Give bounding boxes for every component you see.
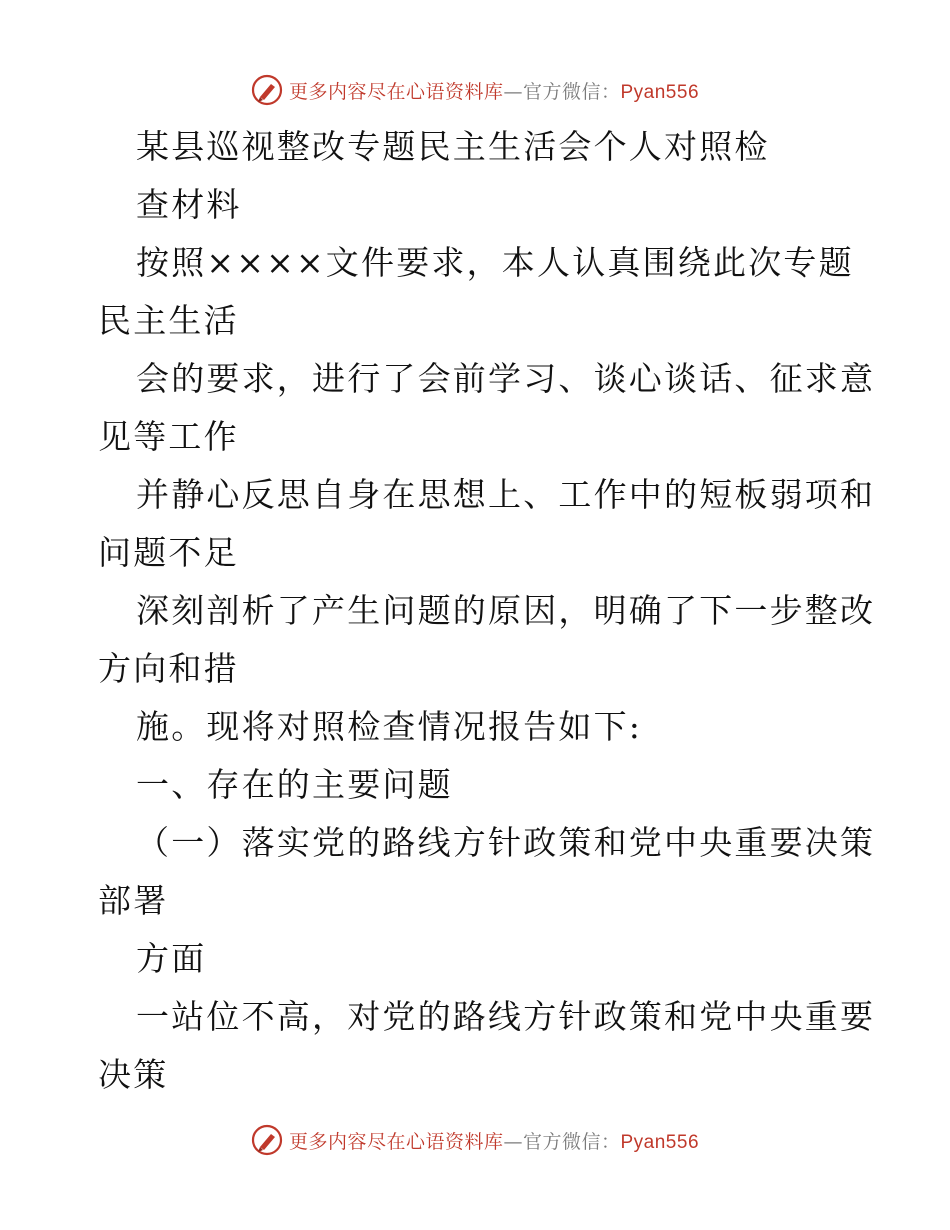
subsection-heading-line: 方面	[136, 939, 207, 978]
doc-title-line-1: 某县巡视整改专题民主生活会个人对照检	[136, 127, 770, 166]
doc-paragraph-line: 见等工作	[98, 417, 239, 456]
doc-paragraph-line: 会的要求，进行了会前学习、谈心谈话、征求意	[136, 359, 876, 398]
doc-paragraph-line: 决策	[98, 1055, 169, 1094]
doc-paragraph-line: 并静心反思自身在思想上、工作中的短板弱项和	[136, 475, 876, 514]
header-banner-dash: —	[503, 80, 523, 103]
subsection-heading-line: （一）落实党的路线方针政策和党中央重要决策	[136, 823, 876, 862]
doc-title-line-2: 查材料	[136, 185, 242, 224]
header-banner	[0, 70, 950, 110]
doc-paragraph-line: 按照××××文件要求，本人认真围绕此次专题	[136, 243, 854, 282]
footer-banner-left: 更多内容尽在心语资料库	[288, 1130, 504, 1153]
header-banner-right: 官方微信：	[522, 80, 621, 103]
section-heading: 一、存在的主要问题	[136, 765, 453, 804]
pen-logo-icon	[251, 1124, 283, 1156]
footer-banner-text	[289, 1127, 699, 1154]
doc-paragraph-line: 问题不足	[98, 533, 239, 572]
footer-banner-right: 官方微信：	[522, 1130, 621, 1153]
header-banner-wechat: Pyan556	[620, 81, 700, 103]
doc-paragraph-line: 民主生活	[98, 301, 239, 340]
footer-banner	[0, 1120, 950, 1160]
footer-banner-wechat: Pyan556	[620, 1131, 700, 1153]
document-body	[98, 118, 876, 1104]
doc-paragraph-line: 一站位不高，对党的路线方针政策和党中央重要	[136, 997, 876, 1036]
doc-paragraph-line: 方向和措	[98, 649, 239, 688]
subsection-heading-line: 部署	[98, 881, 169, 920]
header-banner-text	[289, 77, 699, 104]
doc-paragraph-line: 施。现将对照检查情况报告如下:	[136, 707, 643, 746]
header-banner-left: 更多内容尽在心语资料库	[288, 80, 504, 103]
doc-paragraph-line: 深刻剖析了产生问题的原因，明确了下一步整改	[136, 591, 876, 630]
pen-logo-icon	[251, 74, 283, 106]
footer-banner-dash: —	[503, 1130, 523, 1153]
